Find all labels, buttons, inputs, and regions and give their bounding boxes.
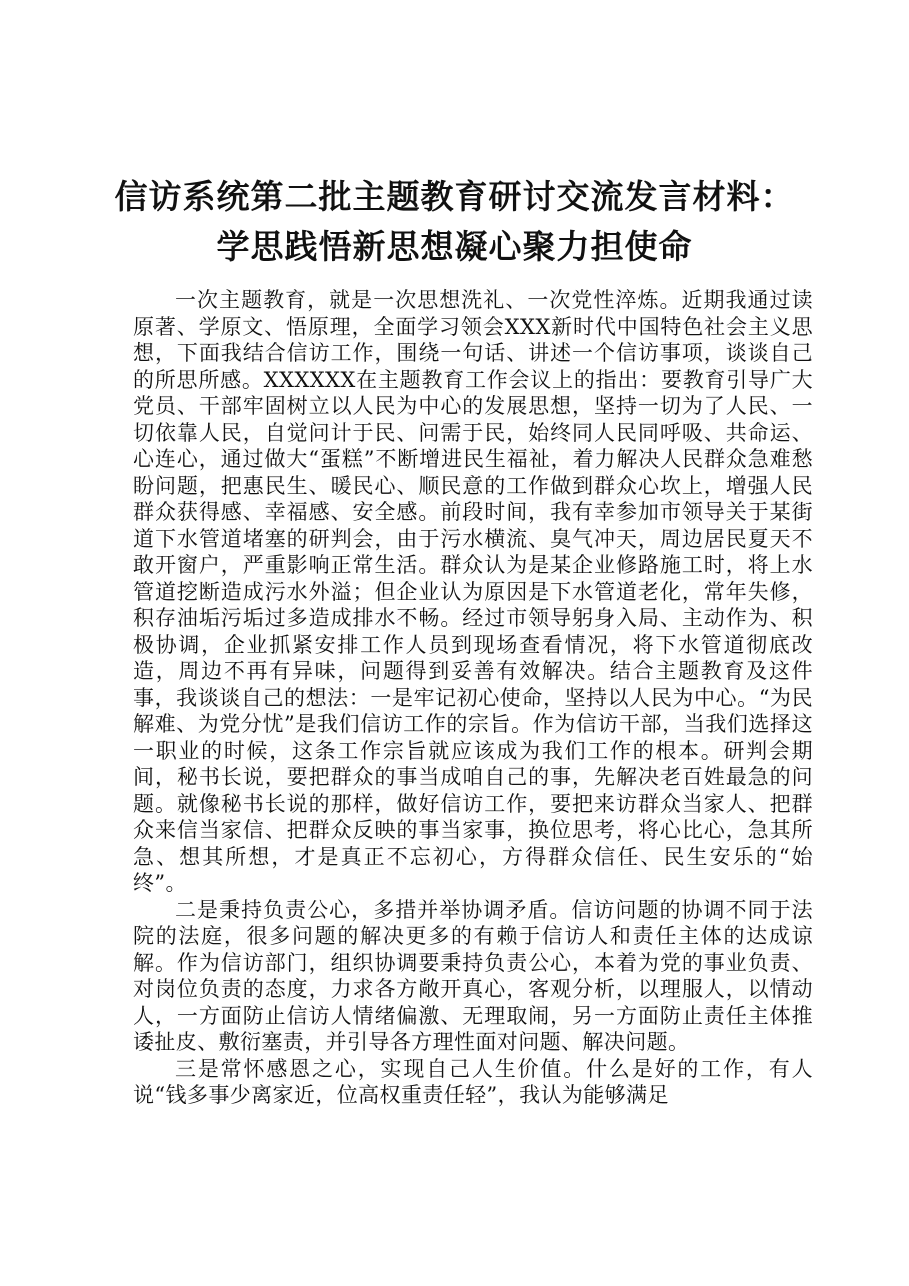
- document-title-line-1: 信访系统第二批主题教育研讨交流发言材料：: [114, 177, 795, 216]
- document-body: [133, 287, 813, 1109]
- body-paragraph-1: 一次主题教育，就是一次思想洗礼、一次党性淬炼。近期我通过读原著、学原文、悟原理，全面学习领会XXX新时代中国特色社会主义思想，下面我结合信访工作，围绕一句话、讲述一个信访事项，谈谈自己的所思所感。XXXXXX在主题教育工作会议上的指出：要教育引导广大党员、干部牢固树立以人民为中心的发展思想，坚持一切为了人民、一切依靠人民，自觉问计于民、问需于民，始终同人民同呼吸、共命运、心连心，通过做大“蛋糕”不断增进民生福祉，着力解决人民群众急难愁盼问题，把惠民生、暖民心、顺民意的工作做到群众心坎上，增强人民群众获得感、幸福感、安全感。前段时间，我有幸参加市领导关于某街道下水管道堵塞的研判会，由于污水横流、臭气冲天，周边居民夏天不敢开窗户，严重影响正常生活。群众认为是某企业修路施工时，将上水管道挖断造成污水外溢；但企业认为原因是下水管道老化，常年失修，积存油垢污垢过多造成排水不畅。经过市领导躬身入局、主动作为、积极协调，企业抓紧安排工作人员到现场查看情况，将下水管道彻底改造，周边不再有异味，问题得到妥善有效解决。结合主题教育及这件事，我谈谈自己的想法：一是牢记初心使命，坚持以人民为中心。“为民解难、为党分忧”是我们信访工作的宗旨。作为信访干部，当我们选择这一职业的时候，这条工作宗旨就应该成为我们工作的根本。研判会期间，秘书长说，要把群众的事当成咱自己的事，先解决老百姓最急的问题。就像秘书长说的那样，做好信访工作，要把来访群众当家人、把群众来信当家信、把群众反映的事当家事，换位思考，将心比心，急其所急、想其所想，才是真正不忘初心，方得群众信任、民生安乐的“始终”。: [133, 288, 813, 895]
- document-title-line-2: 学思践悟新思想凝心聚力担使命: [216, 227, 693, 266]
- body-paragraph-3: 三是常怀感恩之心，实现自己人生价值。什么是好的工作，有人说“钱多事少离家近，位高权重责任轻”，我认为能够满足: [133, 1056, 813, 1107]
- body-paragraph-2: 二是秉持负责公心，多措并举协调矛盾。信访问题的协调不同于法院的法庭，很多问题的解决更多的有赖于信访人和责任主体的达成谅解。作为信访部门，组织协调要秉持负责公心，本着为党的事业负责、对岗位负责的态度，力求各方敞开真心，客观分析，以理服人，以情动人，一方面防止信访人情绪偏激、无理取闹，另一方面防止责任主体推诿扯皮、敷衍塞责，并引导各方理性面对问题、解决问题。: [133, 897, 813, 1054]
